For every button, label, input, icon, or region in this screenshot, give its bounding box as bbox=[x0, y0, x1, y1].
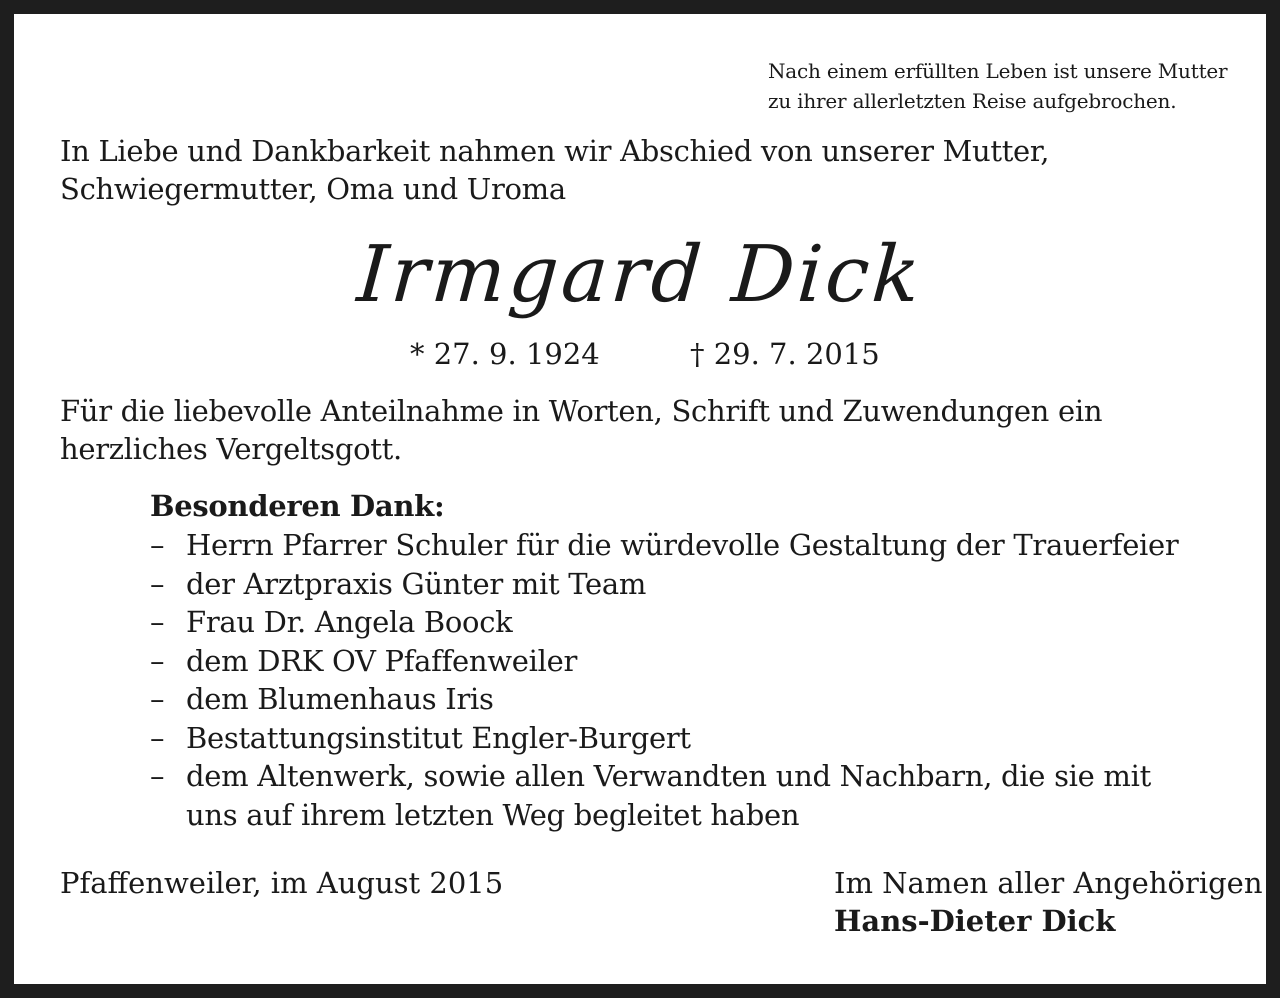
special-thanks bbox=[150, 486, 1210, 834]
list-item bbox=[150, 565, 1210, 604]
list-item-text: Herrn Pfarrer Schuler für die würdevolle Gestaltung der Trauerfeier bbox=[186, 528, 1179, 562]
dash: – bbox=[150, 643, 165, 678]
motto bbox=[768, 56, 1248, 116]
intro-text: In Liebe und Dankbarkeit nahmen wir Abschied von unserer Mutter, Schwiegermutter, Oma und Uroma bbox=[60, 134, 1050, 206]
general-thanks: Für die liebevolle Anteilnahme in Worten, Schrift und Zuwendungen ein herzliches Vergeltsgott. bbox=[60, 394, 1103, 466]
list-item bbox=[150, 526, 1210, 565]
list-item-text: dem DRK OV Pfaffenweiler bbox=[186, 643, 578, 678]
list-item bbox=[150, 757, 1210, 834]
dash: – bbox=[150, 720, 165, 755]
motto-line: zu ihrer allerletzten Reise aufgebrochen. bbox=[768, 89, 1177, 113]
list-item-text: dem Blumenhaus Iris bbox=[186, 682, 494, 716]
place-date: Pfaffenweiler, im August 2015 bbox=[60, 866, 504, 900]
birth-date: * 27. 9. 1924 bbox=[410, 337, 600, 371]
motto-line: Nach einem erfüllten Leben ist unsere Mutter bbox=[768, 59, 1228, 83]
list-item bbox=[150, 680, 1210, 719]
dash: – bbox=[150, 528, 165, 562]
special-thanks-title: Besonderen Dank: bbox=[150, 489, 445, 523]
list-item-text: Bestattungsinstitut Engler-Burgert bbox=[186, 720, 691, 755]
list-item-text: der Arztpraxis Günter mit Team bbox=[186, 566, 647, 601]
list-item bbox=[150, 603, 1210, 642]
list-item bbox=[150, 719, 1210, 758]
deceased-name: Irmgard Dick bbox=[354, 230, 926, 320]
death-date: † 29. 7. 2015 bbox=[690, 337, 880, 371]
list-item-text: dem Altenwerk, sowie allen Verwandten und Nachbarn, die sie mit uns auf ihrem letzten Weg begleitet haben bbox=[186, 759, 1151, 832]
dash: – bbox=[150, 682, 165, 716]
on-behalf-text: Im Namen aller Angehörigen bbox=[834, 866, 1263, 900]
dash: – bbox=[150, 759, 165, 793]
list-item-text: Frau Dr. Angela Boock bbox=[186, 605, 513, 639]
notice-page bbox=[14, 14, 1266, 984]
thanks-list bbox=[150, 526, 1210, 834]
dash: – bbox=[150, 566, 165, 601]
list-item bbox=[150, 642, 1210, 681]
signature-block bbox=[834, 864, 1263, 940]
signer-name: Hans-Dieter Dick bbox=[834, 904, 1116, 938]
dash: – bbox=[150, 605, 165, 639]
